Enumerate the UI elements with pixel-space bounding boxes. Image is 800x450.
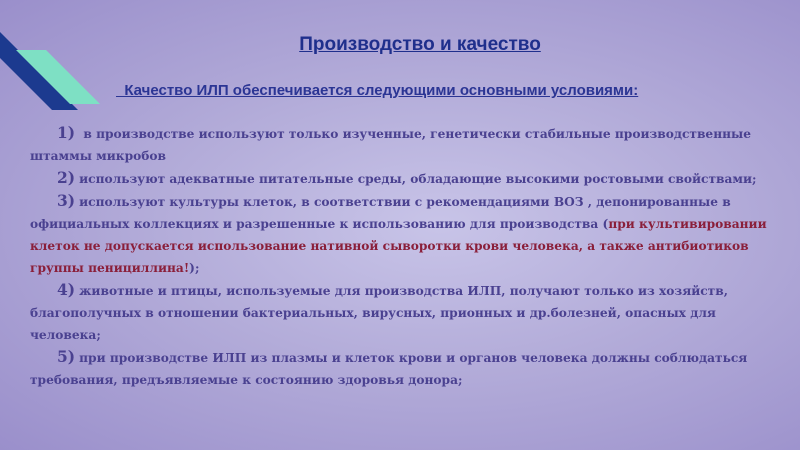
item-number: 3) (57, 191, 76, 210)
list-item (30, 346, 775, 391)
item-text-end: ); (189, 261, 200, 275)
item-text: животные и птицы, используемые для производства ИЛП, получают только из хозяйств, благополучных в отношении бактериальных, вирусных, прионных и др.болезней, опасных для человека; (30, 284, 728, 342)
list-item (30, 190, 775, 279)
item-text: используют культуры клеток, в соответствии с рекомендациями ВОЗ , депонированные в официальных коллекциях и разрешенные к использованию для производства ( (30, 195, 731, 231)
page-title: Производство и качество (299, 34, 541, 55)
subtitle: Качество ИЛП обеспечивается следующими основными условиями: (116, 82, 639, 99)
item-text: при производстве ИЛП из плазмы и клеток крови и органов человека должны соблюдаться требования, предъявляемые к состоянию здоровья донора; (30, 351, 748, 387)
item-number: 1) (57, 123, 76, 142)
item-number: 4) (57, 280, 76, 299)
conditions-list (30, 122, 775, 391)
item-warning-text: при культивировании клеток не допускается использование нативной сыворотки крови человека, а также антибиотиков группы пенициллина! (30, 217, 767, 275)
item-number: 2) (57, 168, 76, 187)
list-item (30, 167, 775, 190)
item-text: используют адекватные питательные среды, обладающие высокими ростовыми свойствами; (79, 172, 757, 186)
list-item (30, 122, 775, 167)
item-number: 5) (57, 347, 76, 366)
list-item (30, 279, 775, 346)
item-text: в производстве используют только изученные, генетически стабильные производственные штаммы микробов (30, 127, 752, 163)
